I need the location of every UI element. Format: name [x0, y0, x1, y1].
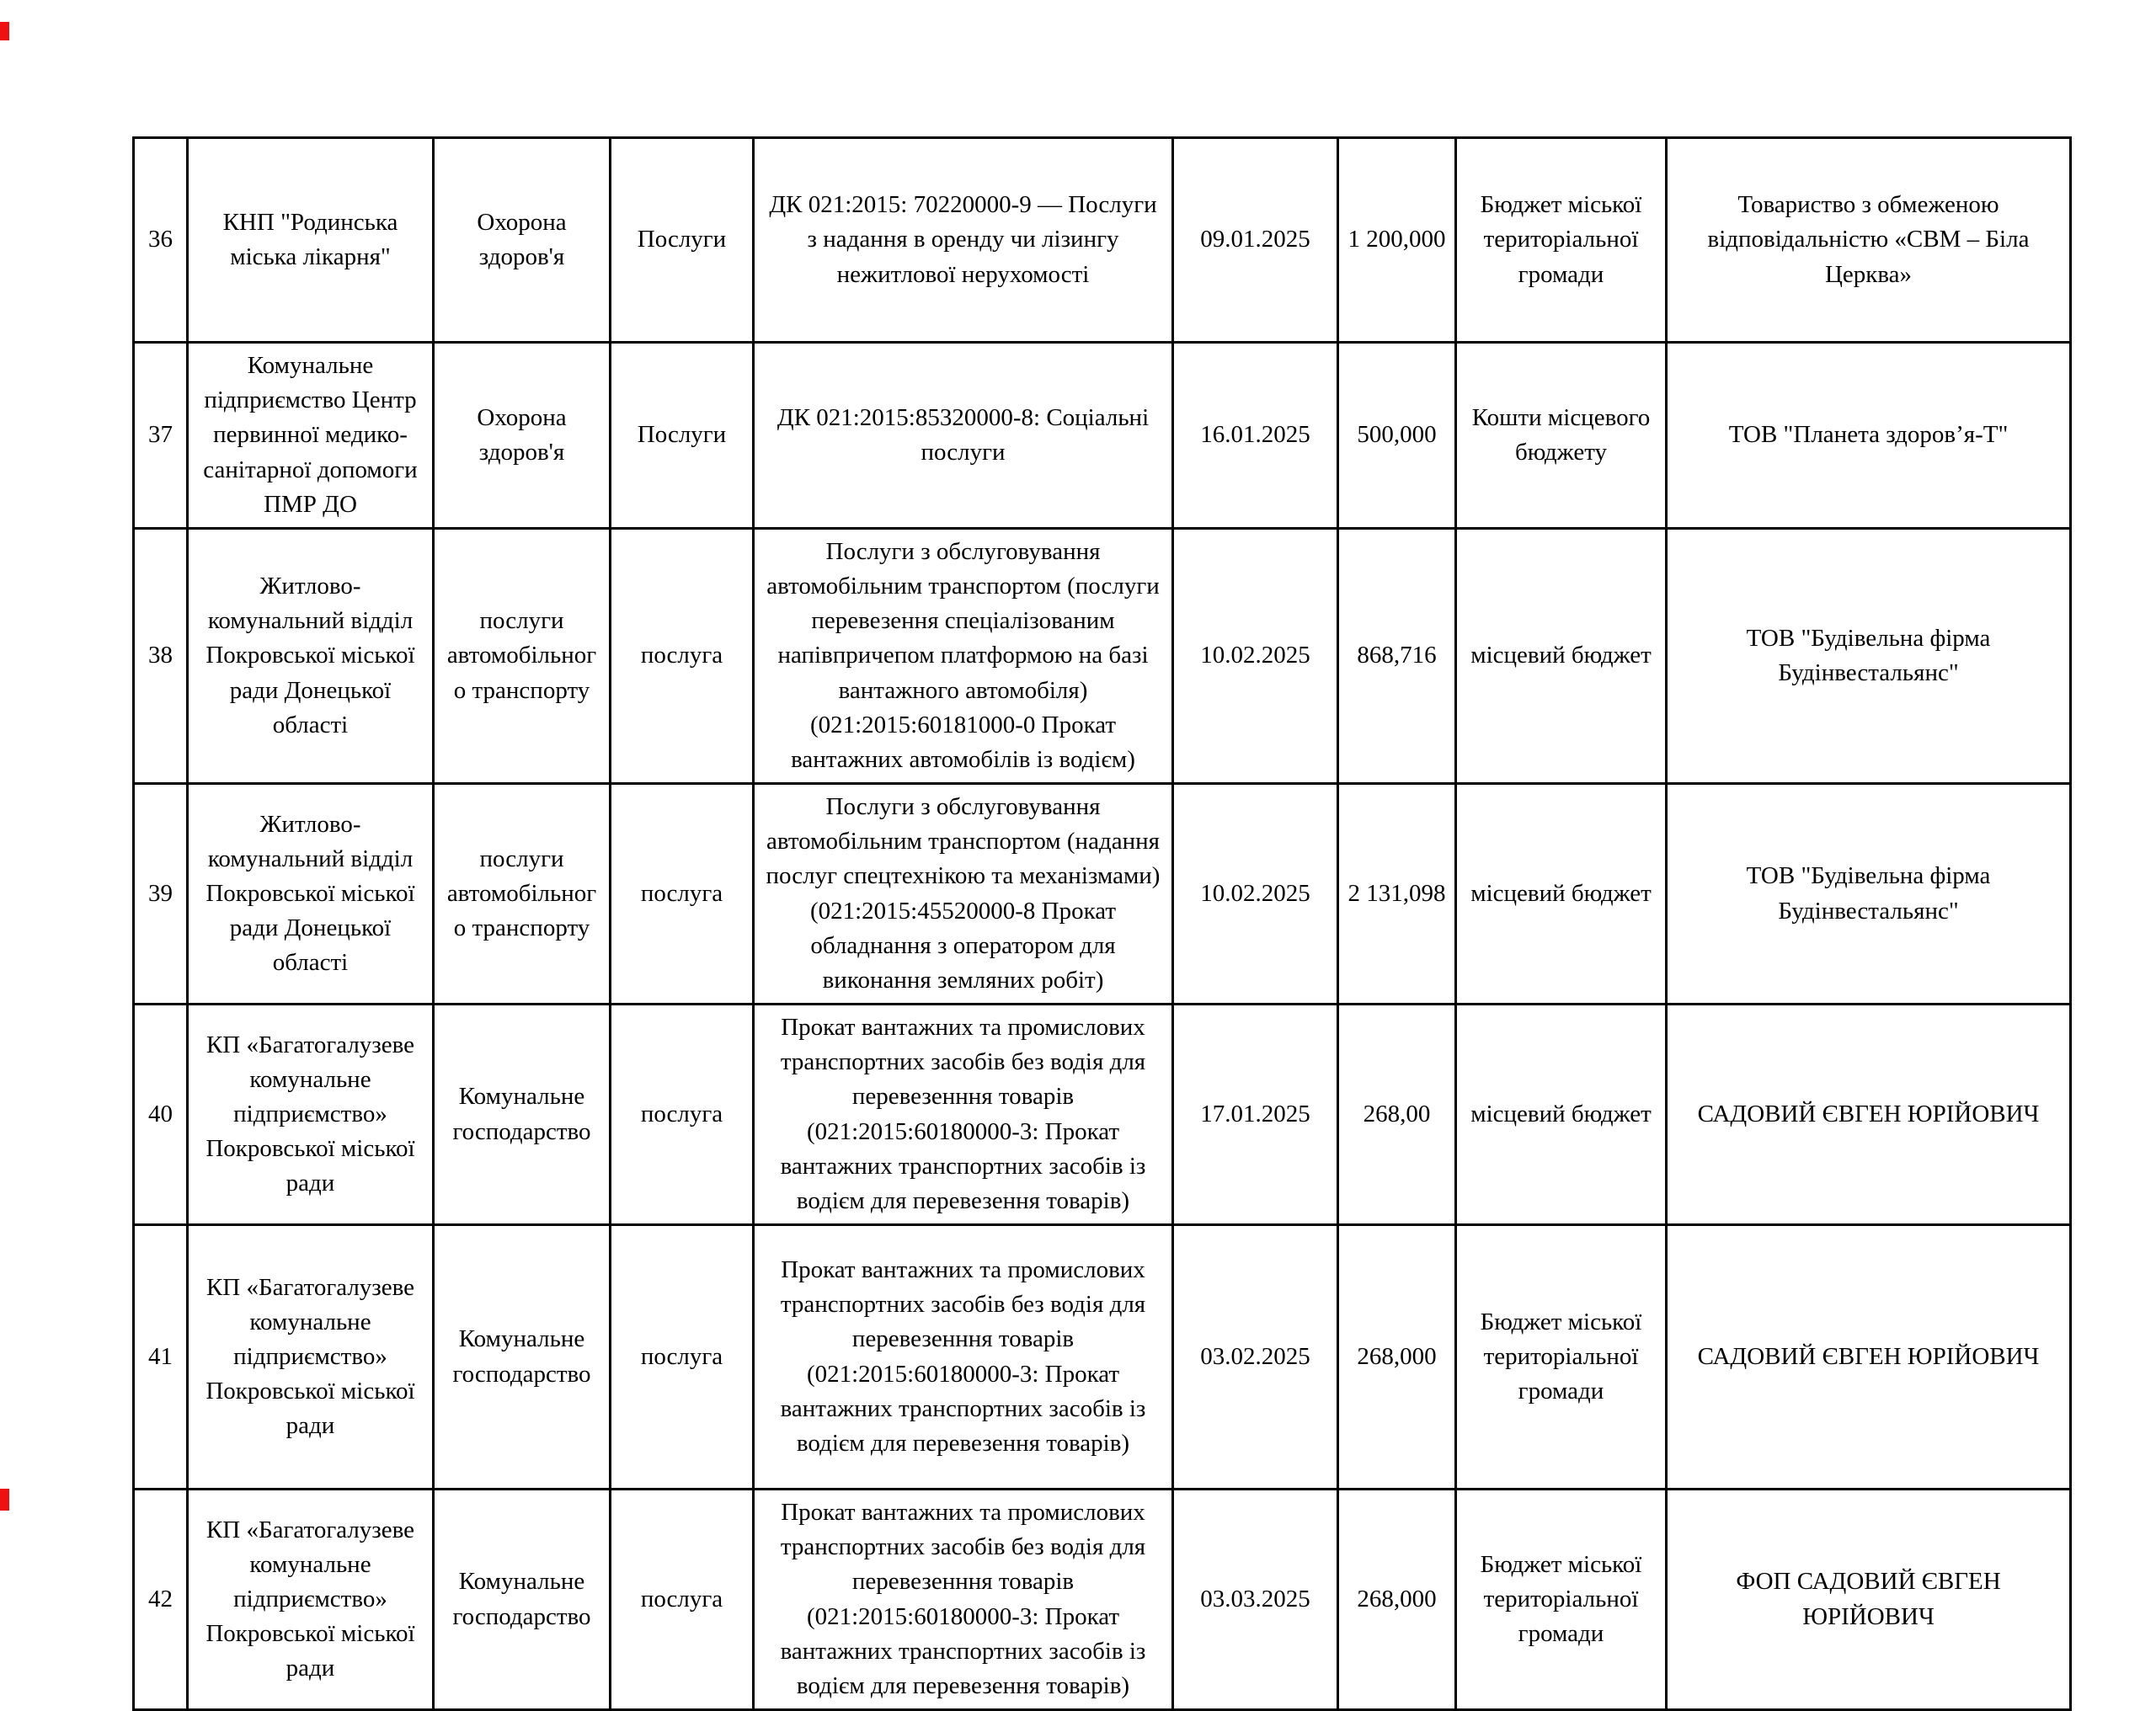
- cell-date: 09.01.2025: [1173, 138, 1338, 343]
- cell-subject-description: Послуги з обслуговування автомобільним транспортом (надання послуг спецтехнікою та механізмами) (021:2015:45520000-8 Прокат обладнання з оператором для виконання земляних робіт): [754, 784, 1173, 1005]
- cell-category: Комунальне господарство: [434, 1225, 611, 1490]
- cell-date: 17.01.2025: [1173, 1005, 1338, 1225]
- cell-budget-source: місцевий бюджет: [1456, 1005, 1667, 1225]
- cell-category: послуги автомобільного транспорту: [434, 528, 611, 783]
- cell-row-number: 42: [134, 1490, 188, 1710]
- cell-date: 03.03.2025: [1173, 1490, 1338, 1710]
- cell-date: 16.01.2025: [1173, 343, 1338, 529]
- cell-subject-description: ДК 021:2015: 70220000-9 — Послуги з надання в оренду чи лізингу нежитлової нерухомості: [754, 138, 1173, 343]
- cell-organization: КП «Багатогалузеве комунальне підприємство» Покровської міської ради: [188, 1225, 434, 1490]
- cell-organization: Житлово-комунальний відділ Покровської міської ради Донецької області: [188, 528, 434, 783]
- table-row: [134, 1225, 2071, 1490]
- cell-contractor: ФОП САДОВИЙ ЄВГЕН ЮРІЙОВИЧ: [1667, 1490, 2071, 1710]
- cell-subject-description: Послуги з обслуговування автомобільним транспортом (послуги перевезення спеціалізованим напівпричепом платформою на базі вантажного автомобіля) (021:2015:60181000-0 Прокат вантажних автомобілів із водієм): [754, 528, 1173, 783]
- edge-mark-top: [0, 22, 9, 40]
- cell-date: 03.02.2025: [1173, 1225, 1338, 1490]
- cell-category: послуги автомобільного транспорту: [434, 784, 611, 1005]
- cell-category: Охорона здоров'я: [434, 138, 611, 343]
- cell-organization: КП «Багатогалузеве комунальне підприємство» Покровської міської ради: [188, 1490, 434, 1710]
- table-row: [134, 784, 2071, 1005]
- edge-mark-bottom: [0, 1489, 9, 1511]
- cell-subject-description: Прокат вантажних та промислових транспортних засобів без водія для перевезенння товарів (021:2015:60180000-3: Прокат вантажних транспортних засобів із водієм для перевезення товарів): [754, 1225, 1173, 1490]
- cell-amount: 268,00: [1338, 1005, 1456, 1225]
- cell-category: Охорона здоров'я: [434, 343, 611, 529]
- table-row: [134, 1005, 2071, 1225]
- cell-organization: КП «Багатогалузеве комунальне підприємство» Покровської міської ради: [188, 1005, 434, 1225]
- table-row: [134, 528, 2071, 783]
- cell-subject-description: Прокат вантажних та промислових транспортних засобів без водія для перевезенння товарів (021:2015:60180000-3: Прокат вантажних транспортних засобів із водієм для перевезення товарів): [754, 1005, 1173, 1225]
- cell-subject-description: Прокат вантажних та промислових транспортних засобів без водія для перевезенння товарів (021:2015:60180000-3: Прокат вантажних транспортних засобів із водієм для перевезення товарів): [754, 1490, 1173, 1710]
- cell-organization: КНП "Родинська міська лікарня": [188, 138, 434, 343]
- cell-budget-source: місцевий бюджет: [1456, 784, 1667, 1005]
- cell-contractor: ТОВ "Будівельна фірма Будінвестальянс": [1667, 528, 2071, 783]
- cell-contractor: САДОВИЙ ЄВГЕН ЮРІЙОВИЧ: [1667, 1225, 2071, 1490]
- cell-subject-description: ДК 021:2015:85320000-8: Соціальні послуги: [754, 343, 1173, 529]
- table-row: [134, 138, 2071, 343]
- cell-amount: 268,000: [1338, 1225, 1456, 1490]
- cell-organization: Житлово-комунальний відділ Покровської міської ради Донецької області: [188, 784, 434, 1005]
- cell-row-number: 37: [134, 343, 188, 529]
- cell-procurement-type: послуга: [611, 528, 754, 783]
- table-row: [134, 1490, 2071, 1710]
- cell-budget-source: Кошти місцевого бюджету: [1456, 343, 1667, 529]
- cell-procurement-type: послуга: [611, 1490, 754, 1710]
- cell-category: Комунальне господарство: [434, 1005, 611, 1225]
- table-row: [134, 343, 2071, 529]
- cell-procurement-type: послуга: [611, 1005, 754, 1225]
- cell-contractor: САДОВИЙ ЄВГЕН ЮРІЙОВИЧ: [1667, 1005, 2071, 1225]
- cell-date: 10.02.2025: [1173, 528, 1338, 783]
- cell-contractor: Товариство з обмеженою відповідальністю «СВМ – Біла Церква»: [1667, 138, 2071, 343]
- cell-contractor: ТОВ "Будівельна фірма Будінвестальянс": [1667, 784, 2071, 1005]
- cell-amount: 268,000: [1338, 1490, 1456, 1710]
- cell-row-number: 40: [134, 1005, 188, 1225]
- cell-category: Комунальне господарство: [434, 1490, 611, 1710]
- cell-procurement-type: послуга: [611, 1225, 754, 1490]
- cell-amount: 500,000: [1338, 343, 1456, 529]
- cell-amount: 1 200,000: [1338, 138, 1456, 343]
- cell-row-number: 41: [134, 1225, 188, 1490]
- cell-amount: 2 131,098: [1338, 784, 1456, 1005]
- cell-procurement-type: Послуги: [611, 138, 754, 343]
- cell-contractor: ТОВ "Планета здоров’я-Т": [1667, 343, 2071, 529]
- cell-budget-source: місцевий бюджет: [1456, 528, 1667, 783]
- cell-row-number: 39: [134, 784, 188, 1005]
- cell-procurement-type: Послуги: [611, 343, 754, 529]
- cell-organization: Комунальне підприємство Центр первинної медико-санітарної допомоги ПМР ДО: [188, 343, 434, 529]
- cell-date: 10.02.2025: [1173, 784, 1338, 1005]
- cell-budget-source: Бюджет міської територіальної громади: [1456, 1225, 1667, 1490]
- procurement-table: [132, 136, 2072, 1711]
- cell-row-number: 36: [134, 138, 188, 343]
- cell-procurement-type: послуга: [611, 784, 754, 1005]
- cell-budget-source: Бюджет міської територіальної громади: [1456, 1490, 1667, 1710]
- cell-amount: 868,716: [1338, 528, 1456, 783]
- cell-budget-source: Бюджет міської територіальної громади: [1456, 138, 1667, 343]
- cell-row-number: 38: [134, 528, 188, 783]
